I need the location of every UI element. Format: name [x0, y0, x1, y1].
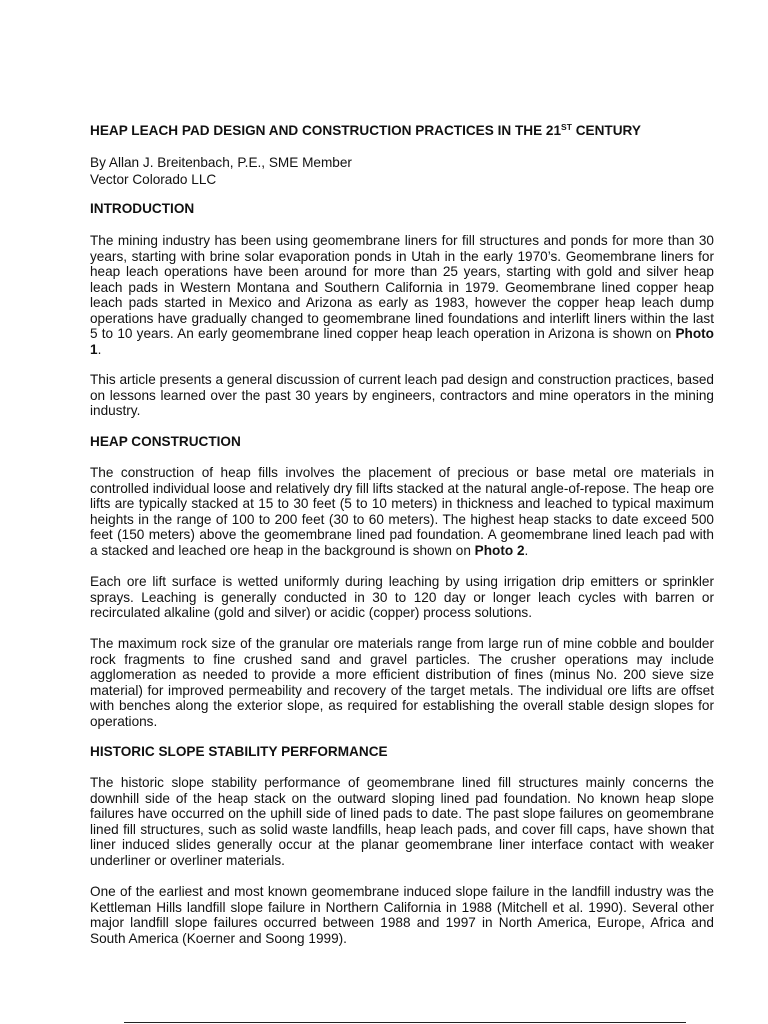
paragraph-heap-1 [90, 465, 714, 558]
paragraph-heap-2: Each ore lift surface is wetted uniformly during leaching by using irrigation drip emitters or sprinkler sprays. Leaching is generally conducted in 30 to 120 day or longer leach cycles with barren or recirculated alkaline (gold and silver) or acidic (copper) process solutions. [90, 574, 714, 620]
footer-rule [124, 1022, 686, 1023]
paragraph-text: The construction of heap fills involves the placement of precious or base metal ore materials in controlled individual loose and relatively dry fill lifts stacked at the natural angle-of-repose. The heap ore lifts are typically stacked at 15 to 30 feet (5 to 10 meters) in thickness and leached to typical maximum heights in the range of 100 to 200 feet (30 to 60 meters). The highest heap stacks to date exceed 500 feet (150 meters) above the geomembrane lined pad foundation. A geomembrane lined leach pad with a stacked and leached ore heap in the background is shown on [90, 465, 714, 558]
paragraph-slope-2: One of the earliest and most known geomembrane induced slope failure in the landfill industry was the Kettleman Hills landfill slope failure in Northern California in 1988 (Mitchell et al. 1990). Several other major landfill slope failures occurred between 1988 and 1997 in North America, Europe, Africa and South America (Koerner and Soong 1999). [90, 884, 714, 946]
author-line: By Allan J. Breitenbach, P.E., SME Member [90, 155, 352, 170]
section-heading-slope-stability: HISTORIC SLOPE STABILITY PERFORMANCE [90, 744, 388, 759]
paragraph-end: . [97, 341, 102, 357]
paragraph-heap-3: The maximum rock size of the granular ore materials range from large run of mine cobble and boulder rock fragments to fine crushed sand and gravel particles. The crusher operations may include agglomeration as needed to provide a more efficient distribution of fines (minus No. 200 sieve size material) for improved permeability and recovery of the target metals. The individual ore lifts are offset with benches along the exterior slope, as required for establishing the overall stable design slopes for operations. [90, 636, 714, 729]
section-heading-introduction: INTRODUCTION [90, 201, 195, 216]
title-superscript: ST [561, 122, 572, 132]
section-heading-heap-construction: HEAP CONSTRUCTION [90, 434, 241, 449]
paragraph-intro-2: This article presents a general discussion of current leach pad design and construction practices, based on lessons learned over the past 30 years by engineers, contractors and mine operators in the mining industry. [90, 372, 714, 418]
paragraph-end: . [524, 542, 529, 558]
paragraph-slope-1: The historic slope stability performance of geomembrane lined fill structures mainly concerns the downhill side of the heap stack on the outward sloping lined pad foundation. No known heap slope failures have occurred on the uphill side of lined pads to date. The past slope failures on geomembrane lined fill structures, such as solid waste landfills, heap leach pads, and cover fill caps, have shown that liner induced slides generally occur at the planar geomembrane liner interface contact with weaker underliner or overliner materials. [90, 775, 714, 868]
affiliation: Vector Colorado LLC [90, 172, 217, 187]
photo-reference: Photo 2 [474, 542, 525, 558]
byline [90, 154, 352, 188]
photo-reference: Photo 1 [90, 326, 714, 357]
paragraph-text: The mining industry has been using geomembrane liners for fill structures and ponds for more than 30 years, starting with brine solar evaporation ponds in Utah in the early 1970’s. Geomembrane liners for heap leach operations have been around for more than 25 years, starting with gold and silver heap leach pads in Western Montana and Southern California in 1979. Geomembrane lined copper heap leach pads started in Mexico and Arizona as early as 1983, however the copper heap leach dump operations have gradually changed to geomembrane lined foundations and interlift liners within the last 5 to 10 years. An early geomembrane lined copper heap leach operation in Arizona is shown on [90, 233, 714, 341]
paragraph-intro-1 [90, 233, 714, 357]
title-end: CENTURY [571, 123, 641, 138]
document-title [90, 122, 730, 138]
title-text: HEAP LEACH PAD DESIGN AND CONSTRUCTION PRACTICES IN THE 21 [90, 123, 562, 138]
